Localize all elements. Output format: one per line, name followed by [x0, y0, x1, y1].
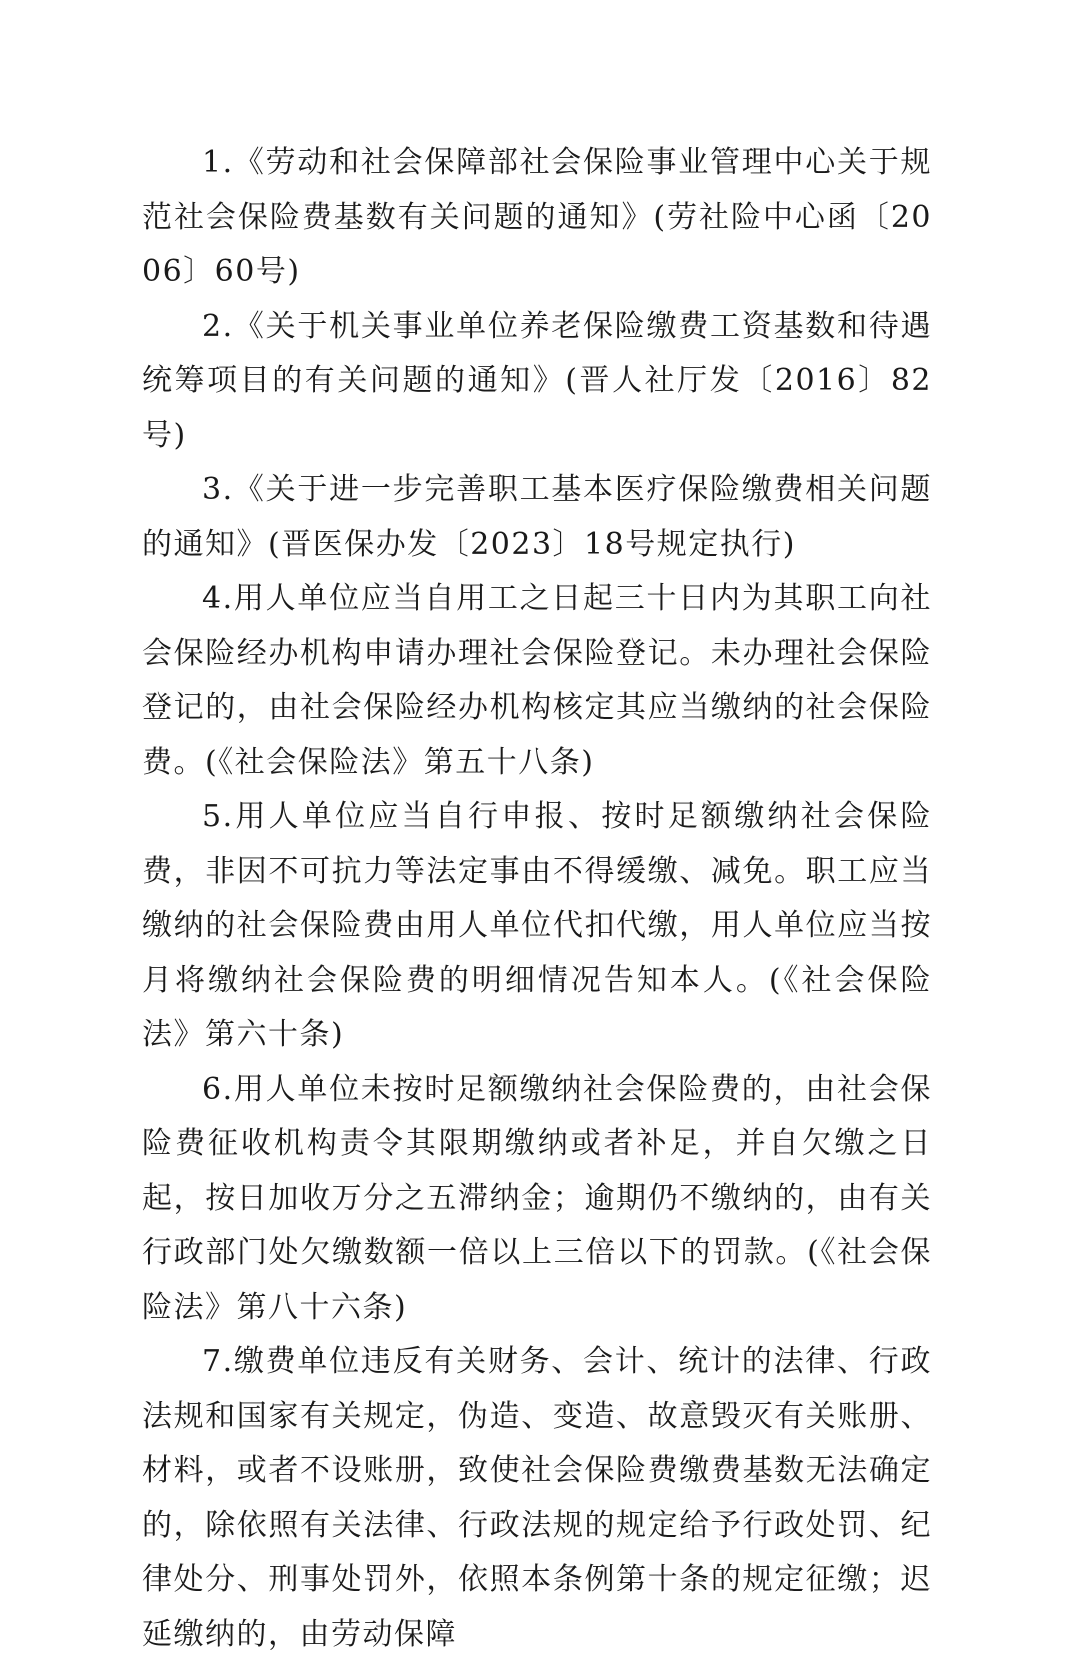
paragraph-7: 7.缴费单位违反有关财务、会计、统计的法律、行政法规和国家有关规定，伪造、变造、故意毁灭有关账册、材料，或者不设账册，致使社会保险费缴费基数无法确定的，除依照有关法律、行政法规的规定给予行政处罚、纪律处分、刑事处罚外，依照本条例第十条的规定征缴；迟延缴纳的，由劳动保障: [142, 1344, 932, 1652]
paragraph-3: 3.《关于进一步完善职工基本医疗保险缴费相关问题的通知》(晋医保办发〔2023〕18号规定执行): [142, 472, 932, 562]
paragraph-4: 4.用人单位应当自用工之日起三十日内为其职工向社会保险经办机构申请办理社会保险登记。未办理社会保险登记的，由社会保险经办机构核定其应当缴纳的社会保险费。(《社会保险法》第五十八条): [142, 581, 932, 780]
paragraph-5: 5.用人单位应当自行申报、按时足额缴纳社会保险费，非因不可抗力等法定事由不得缓缴、减免。职工应当缴纳的社会保险费由用人单位代扣代缴，用人单位应当按月将缴纳社会保险费的明细情况告知本人。(《社会保险法》第六十条): [142, 799, 932, 1052]
paragraph-6: 6.用人单位未按时足额缴纳社会保险费的，由社会保险费征收机构责令其限期缴纳或者补足，并自欠缴之日起，按日加收万分之五滞纳金；逾期仍不缴纳的，由有关行政部门处欠缴数额一倍以上三倍以下的罚款。(《社会保险法》第八十六条): [142, 1071, 932, 1325]
paragraph-1: 1.《劳动和社会保障部社会保险事业管理中心关于规范社会保险费基数有关问题的通知》(劳社险中心函〔2006〕60号): [142, 145, 932, 289]
paragraph-2: 2.《关于机关事业单位养老保险缴费工资基数和待遇统筹项目的有关问题的通知》(晋人社厅发〔2016〕82号): [142, 308, 932, 453]
